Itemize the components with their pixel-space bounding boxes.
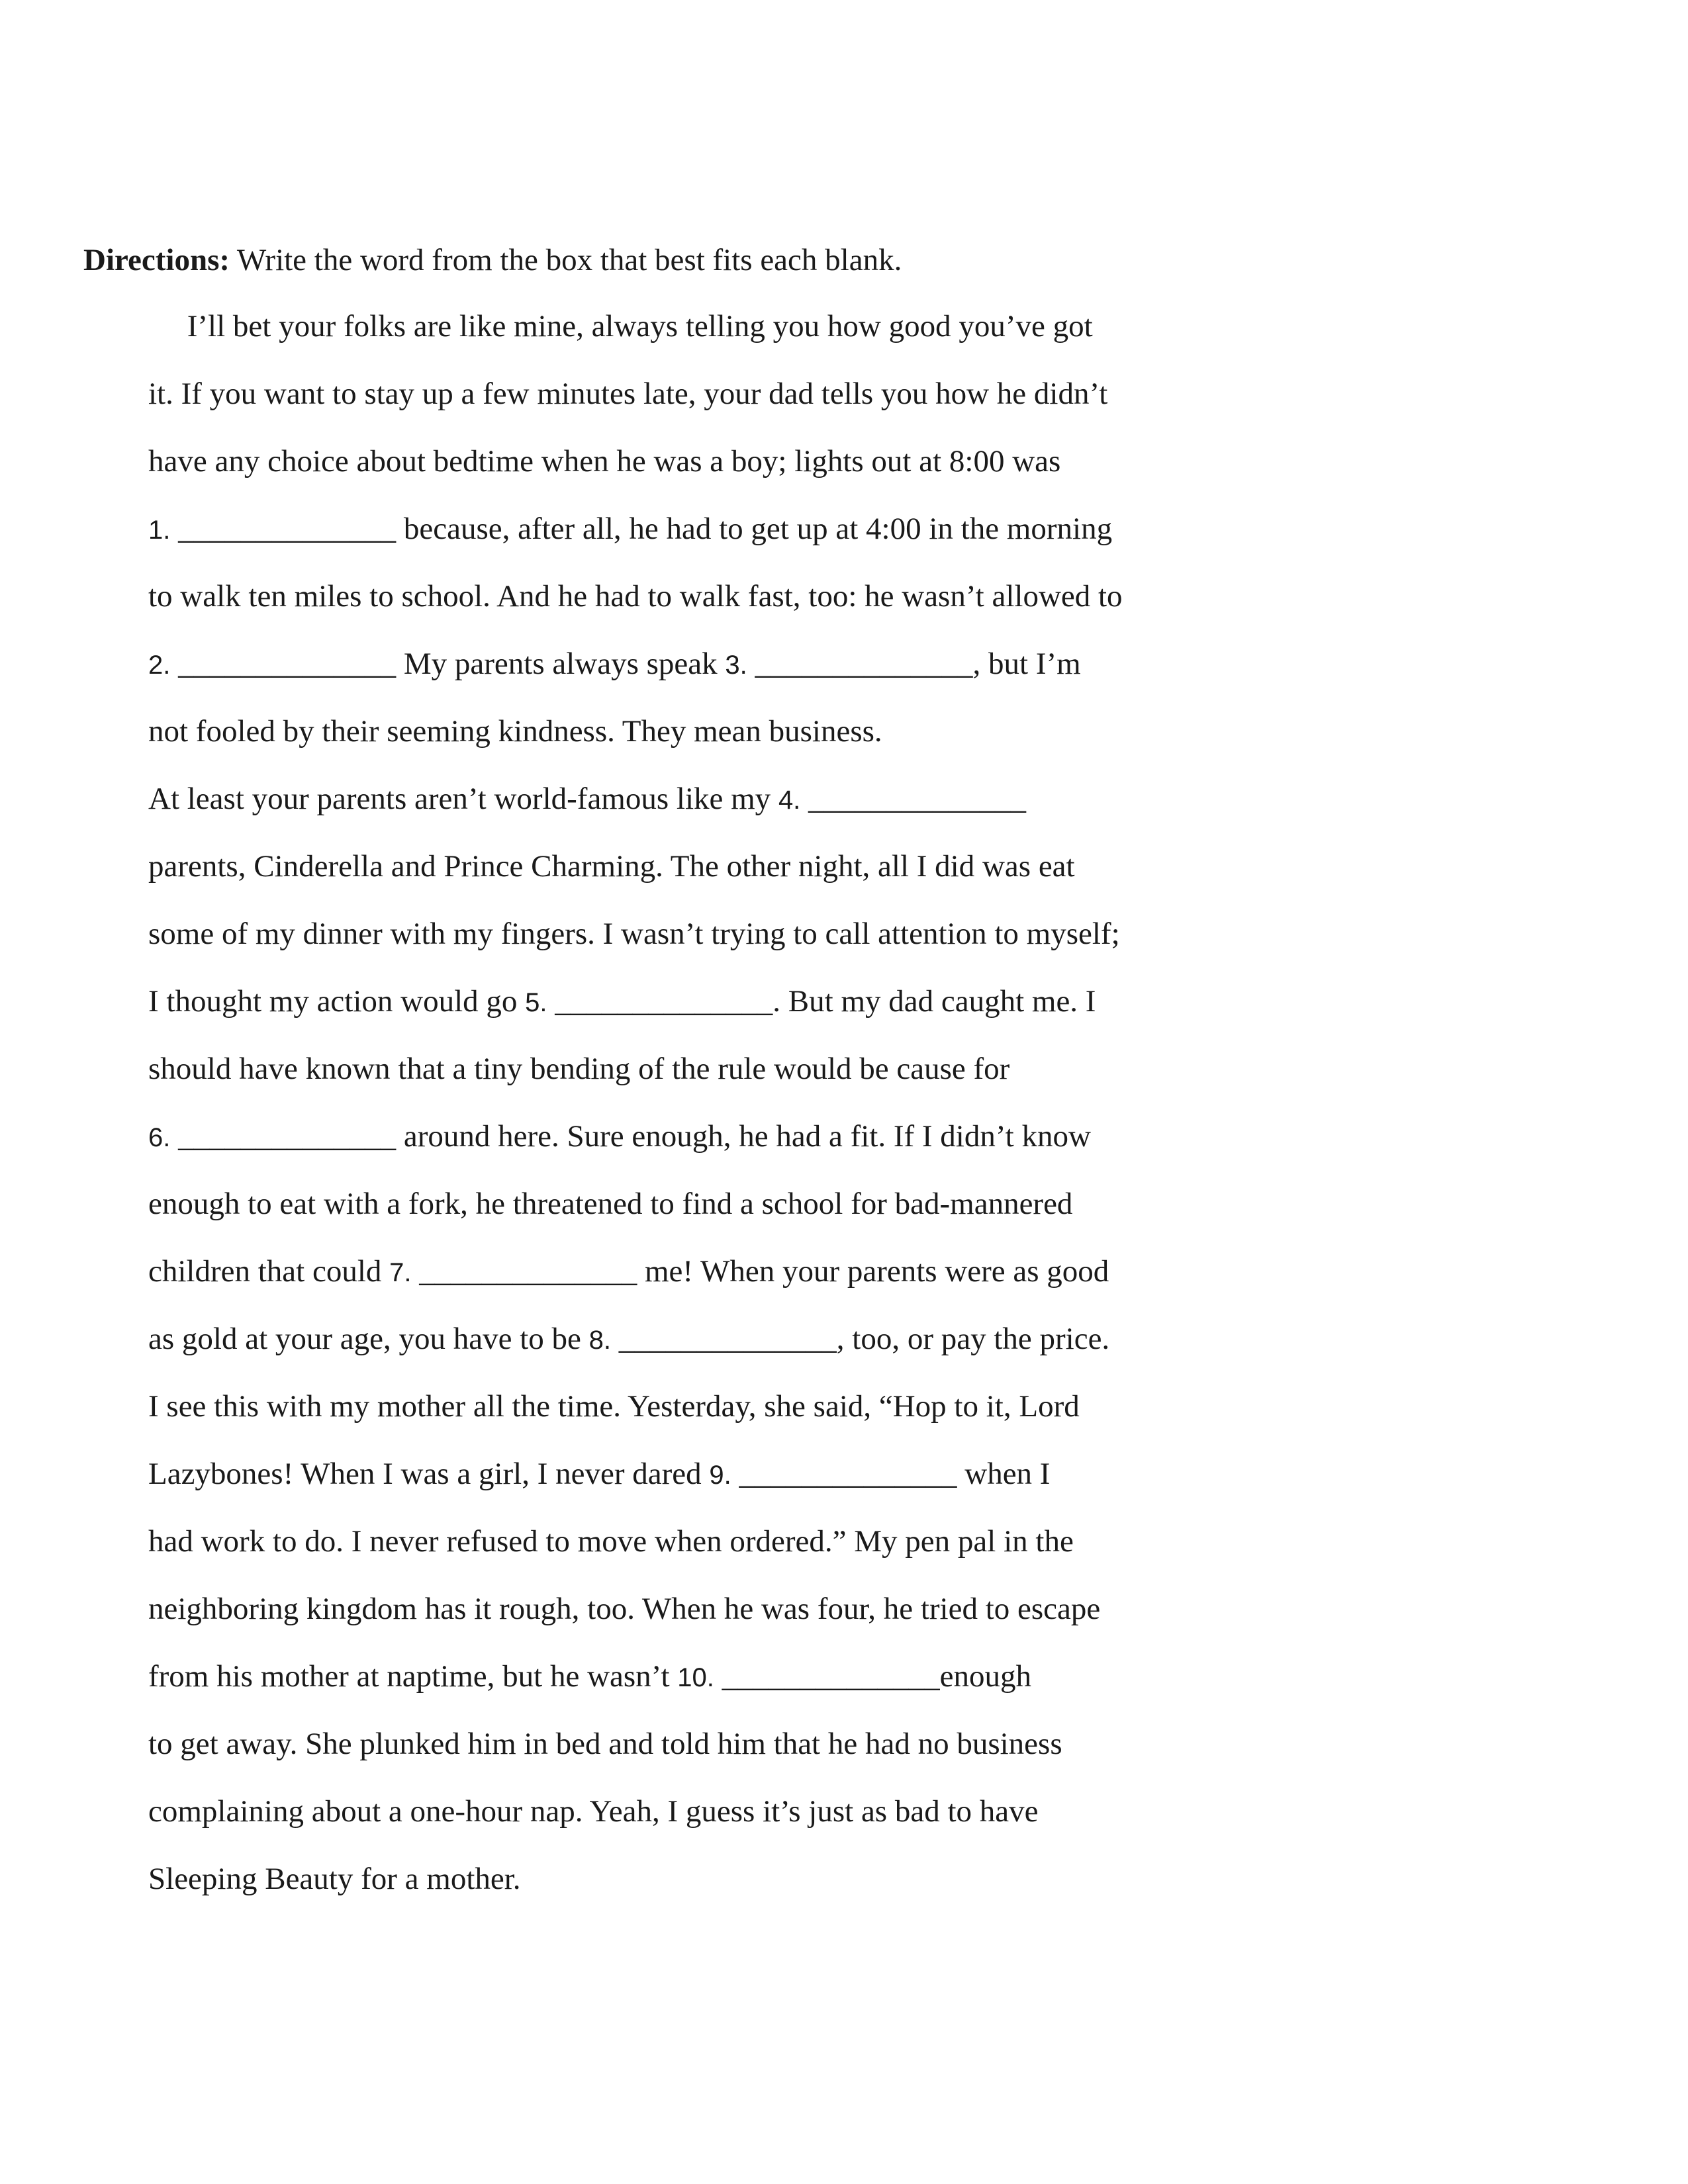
passage-line-22: to get away. She plunked him in bed and told him that he had no business xyxy=(148,1727,1062,1761)
line-16-text: as gold at your age, you have to be xyxy=(148,1322,589,1356)
passage-line-19: had work to do. I never refused to move when ordered.” My pen pal in the xyxy=(148,1524,1074,1559)
blank-number-9: 9. xyxy=(709,1461,731,1490)
blank-7-text: ______________ me! When your parents were as good xyxy=(411,1254,1109,1289)
line-21-text: from his mother at naptime, but he wasn’t xyxy=(148,1659,678,1694)
line-18-text: Lazybones! When I was a girl, I never dared xyxy=(148,1457,710,1491)
passage-line-5: to walk ten miles to school. And he had to walk fast, too: he wasn’t allowed to xyxy=(148,579,1123,614)
directions-label: Directions: xyxy=(83,243,230,277)
passage-line-11 xyxy=(148,986,1096,1017)
blank-number-2: 2. xyxy=(148,651,171,680)
passage-line-20: neighboring kingdom has it rough, too. When he was four, he tried to escape xyxy=(148,1592,1101,1626)
blank-number-10: 10. xyxy=(677,1663,714,1692)
directions-text: Write the word from the box that best fits each blank. xyxy=(230,243,902,277)
directions xyxy=(83,245,902,276)
blank-4-text: ______________ xyxy=(800,782,1027,816)
blank-1-text: ______________ because, after all, he had to get up at 4:00 in the morning xyxy=(170,512,1113,546)
blank-3-text: ______________, but I’m xyxy=(747,647,1081,681)
blank-number-1: 1. xyxy=(148,516,171,545)
blank-8-text: ______________, too, or pay the price. xyxy=(611,1322,1110,1356)
passage-line-3: have any choice about bedtime when he was a boy; lights out at 8:00 was xyxy=(148,444,1061,478)
passage-line-24: Sleeping Beauty for a mother. xyxy=(148,1862,521,1896)
blank-number-3: 3. xyxy=(725,651,747,680)
line-11-text: I thought my action would go xyxy=(148,984,526,1019)
passage-line-17: I see this with my mother all the time. Yesterday, she said, “Hop to it, Lord xyxy=(148,1389,1080,1424)
blank-5-text: ______________. But my dad caught me. I xyxy=(547,984,1096,1019)
passage-line-10: some of my dinner with my fingers. I wasn’t trying to call attention to myself; xyxy=(148,917,1120,951)
blank-number-8: 8. xyxy=(588,1326,612,1355)
blank-number-5: 5. xyxy=(525,988,547,1017)
passage-line-14: enough to eat with a fork, he threatened to find a school for bad-mannered xyxy=(148,1187,1073,1221)
passage-line-15 xyxy=(148,1256,1109,1287)
blank-2-text: ______________ My parents always speak xyxy=(170,647,726,681)
line-15-text: children that could xyxy=(148,1254,390,1289)
blank-number-4: 4. xyxy=(778,786,801,815)
passage-line-9: parents, Cinderella and Prince Charming. The other night, all I did was eat xyxy=(148,849,1075,884)
blank-number-7: 7. xyxy=(389,1258,412,1287)
passage-line-21 xyxy=(148,1661,1031,1692)
passage-line-7: not fooled by their seeming kindness. They mean business. xyxy=(148,714,882,749)
passage-line-18 xyxy=(148,1459,1050,1490)
passage-line-6 xyxy=(148,649,1081,680)
passage-line-12: should have known that a tiny bending of the rule would be cause for xyxy=(148,1052,1010,1086)
line-8-text: At least your parents aren’t world-famous like my xyxy=(148,782,778,816)
passage-line-8 xyxy=(148,784,1026,815)
passage-line-1: I’ll bet your folks are like mine, always telling you how good you’ve got xyxy=(148,309,1093,343)
passage-line-13 xyxy=(148,1121,1091,1152)
blank-10-text: ______________enough xyxy=(714,1659,1032,1694)
passage-line-23: complaining about a one-hour nap. Yeah, I guess it’s just as bad to have xyxy=(148,1794,1039,1829)
blank-number-6: 6. xyxy=(148,1123,171,1152)
passage-line-16 xyxy=(148,1324,1109,1355)
blank-9-text: ______________ when I xyxy=(731,1457,1051,1491)
passage-line-4 xyxy=(148,514,1112,545)
blank-6-text: ______________ around here. Sure enough, he had a fit. If I didn’t know xyxy=(170,1119,1091,1154)
passage-line-2: it. If you want to stay up a few minutes late, your dad tells you how he didn’t xyxy=(148,377,1108,411)
